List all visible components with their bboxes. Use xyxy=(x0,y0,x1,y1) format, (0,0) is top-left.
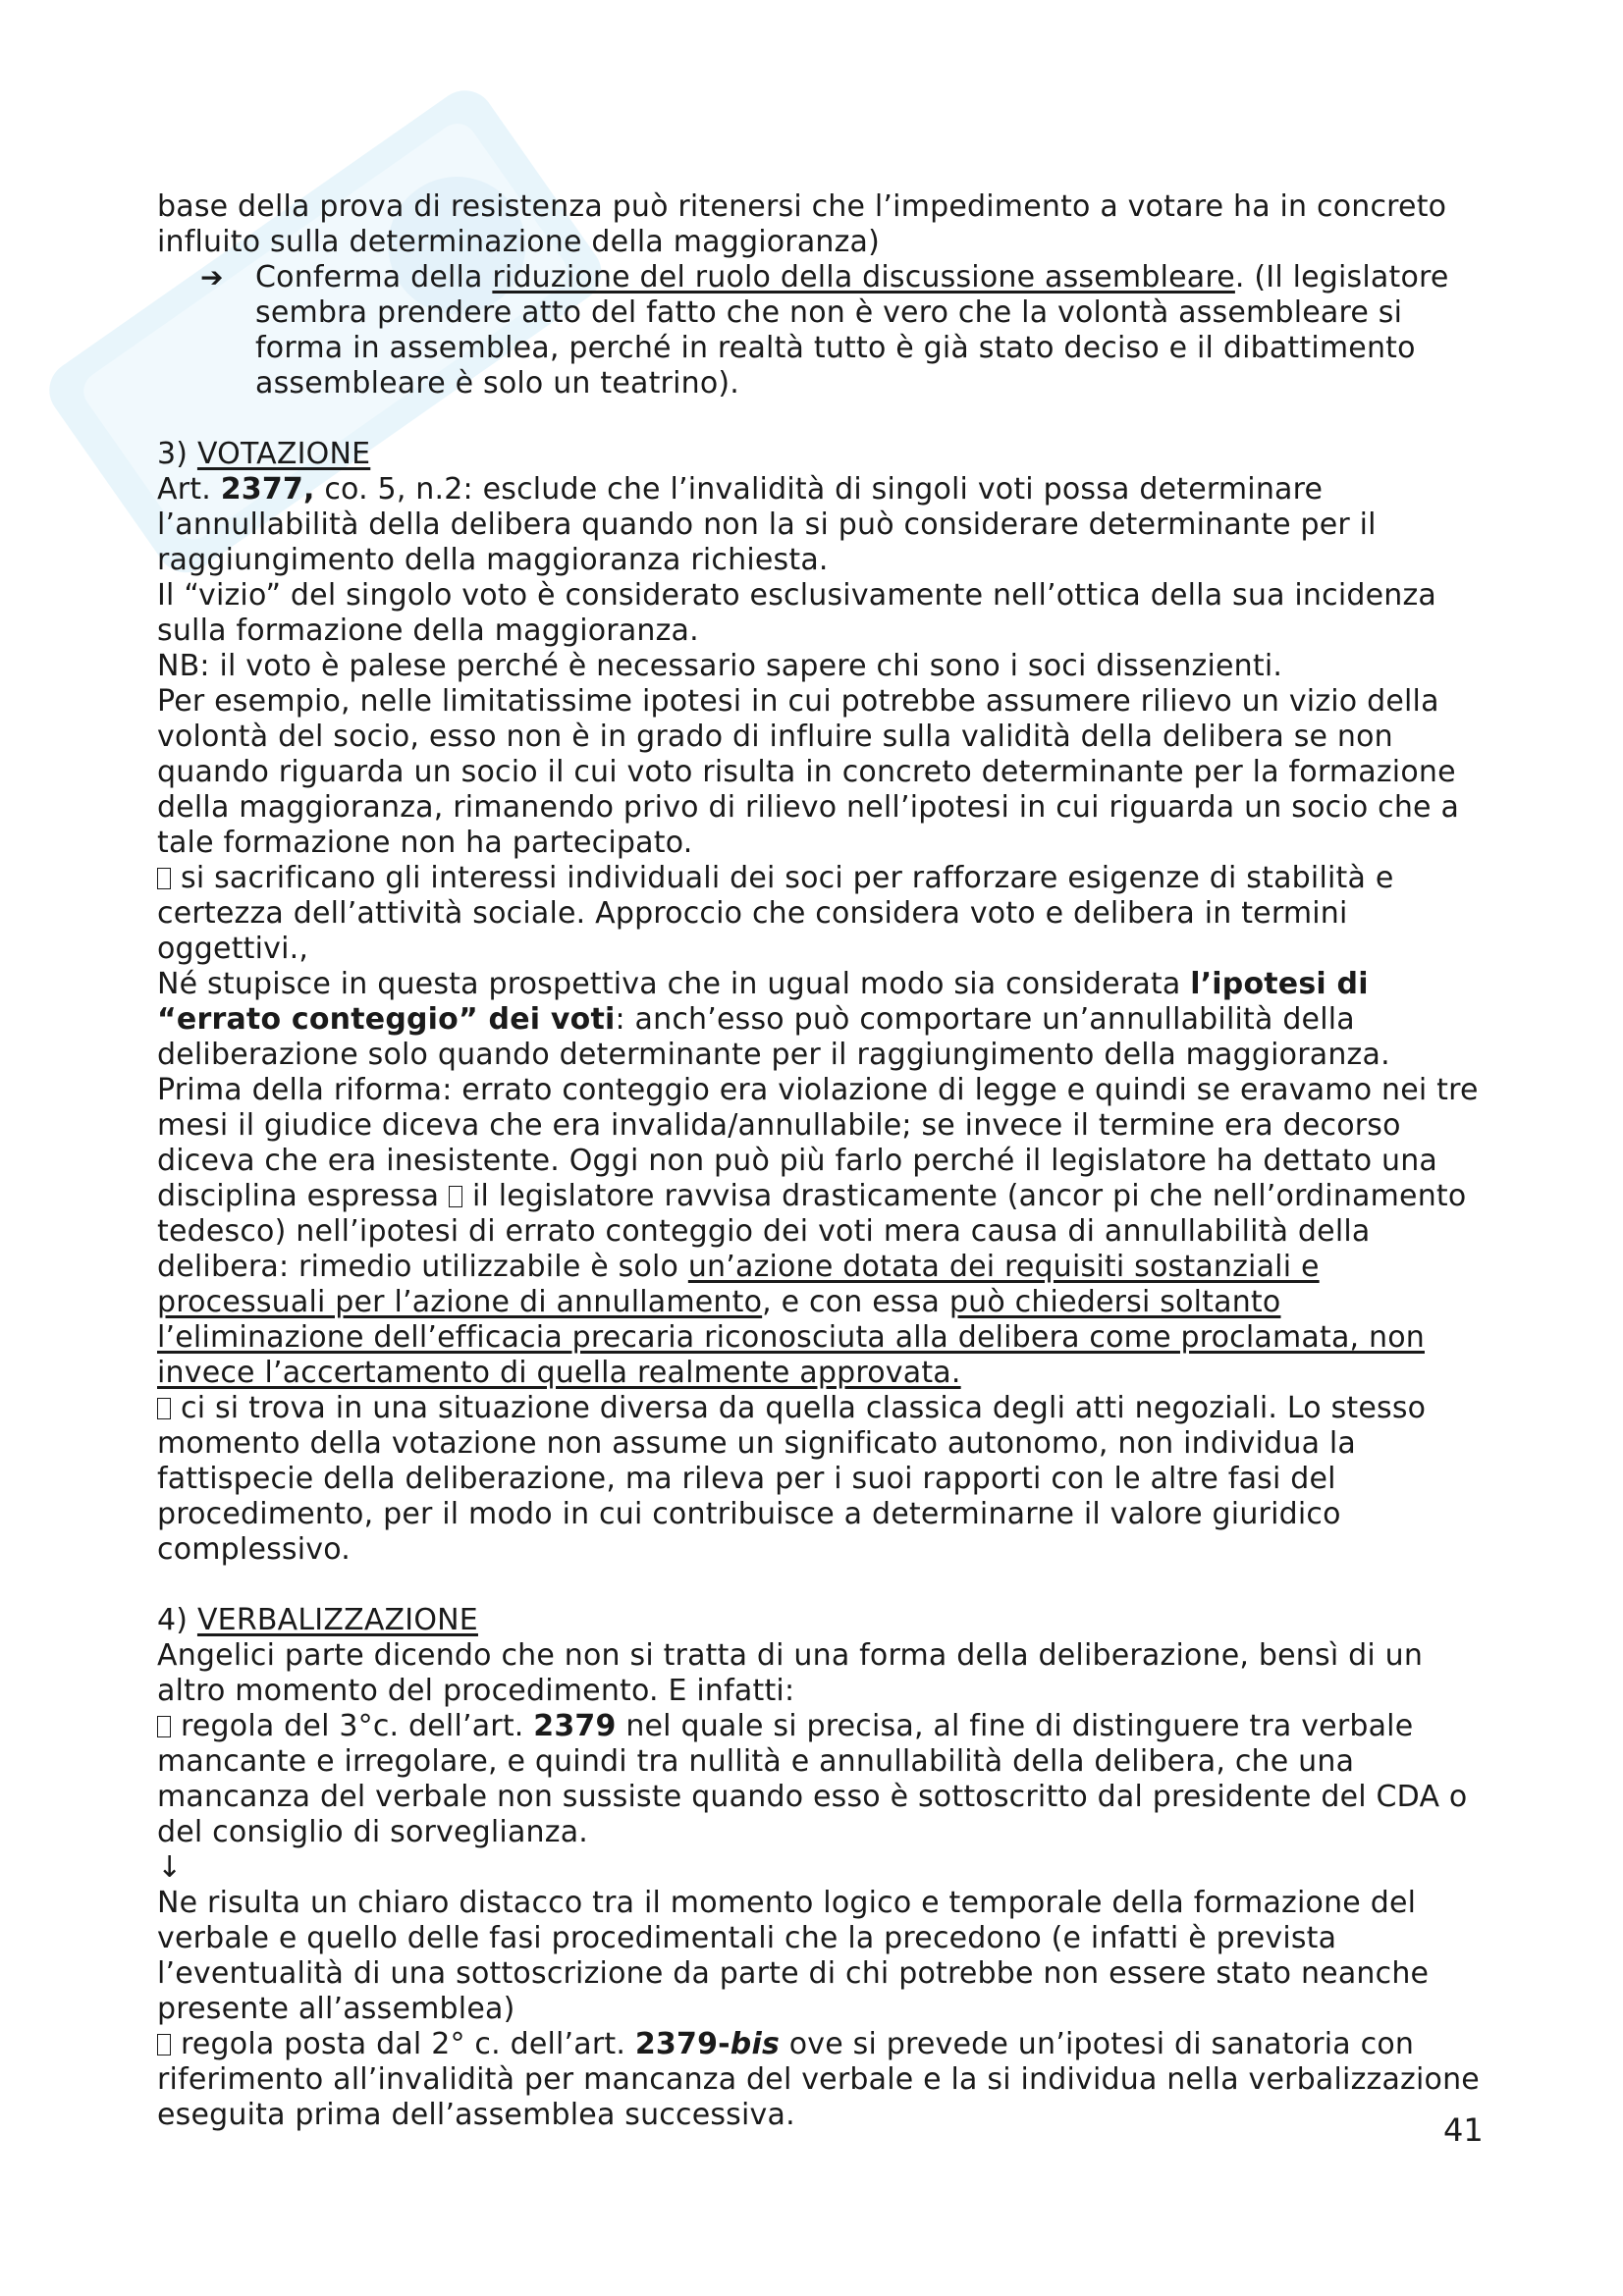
box-bullet-icon xyxy=(157,1716,171,1737)
paragraph: Per esempio, nelle limitatissime ipotesi in cui potrebbe assumere rilievo un vizio della volontà del socio, esso non è in grado di influire sulla validità della delibera se non quando riguarda un socio il cui voto risulta in concreto determinante per la formazione della maggioranza, rimanendo privo di rilievo nell’ipotesi in cui riguarda un socio che a tale formazione non ha partecipato. xyxy=(157,684,1460,860)
down-arrow-icon: ↓ xyxy=(157,1850,183,1885)
paragraph: Né stupisce in questa prospettiva che in ugual modo sia considerata l’ipotesi di “errato conteggio” dei voti: anch’esso può comportare un’annullabilità della deliberazione solo quando determinante per il raggiungimento della maggioranza. xyxy=(157,967,1390,1072)
paragraph: regola del 3°c. dell’art. 2379 nel quale si precisa, al fine di distinguere tra verbale mancante e irregolare, e quindi tra nullità e annullabilità della delibera, che una mancanza del verbale non sussiste quando esso è sottoscritto dal presidente del CDA o del consiglio di sorveglianza. xyxy=(157,1709,1468,1849)
paragraph: base della prova di resistenza può ritenersi che l’impedimento a votare ha in concreto influito sulla determinazione della maggioranza) xyxy=(157,189,1447,259)
paragraph: NB: il voto è palese perché è necessario sapere chi sono i soci dissenzienti. xyxy=(157,649,1283,683)
paragraph: si sacrificano gli interessi individuali dei soci per rafforzare esigenze di stabilità e certezza dell’attività sociale. Approccio che considera voto e delibera in termini oggettivi., xyxy=(157,861,1394,966)
paragraph: regola posta dal 2° c. dell’art. 2379-bis ove si prevede un’ipotesi di sanatoria con riferimento all’invalidità per mancanza del verbale e la si individua nella verbalizzazione eseguita prima dell’assemblea successiva. xyxy=(157,2027,1480,2132)
paragraph: Ne risulta un chiaro distacco tra il momento logico e temporale della formazione del verbale e quello delle fasi procedimentali che la precedono (e infatti è prevista l’eventualità di una sottoscrizione da parte di chi potrebbe non essere stato neanche presente all’assemblea) xyxy=(157,1886,1430,2026)
box-bullet-icon xyxy=(157,1398,171,1419)
section-heading: 4) VERBALIZZAZIONE xyxy=(157,1603,478,1637)
box-bullet-icon xyxy=(157,2034,171,2056)
paragraph: Angelici parte dicendo che non si tratta di una forma della deliberazione, bensì di un altro momento del procedimento. E infatti: xyxy=(157,1638,1424,1708)
paragraph: Prima della riforma: errato conteggio era violazione di legge e quindi se eravamo nei tre mesi il giudice diceva che era invalida/annullabile; se invece il termine era decorso diceva che era inesistente. Oggi non può più farlo perché il legislatore ha dettato una disciplina espressa il legislatore ravvisa drasticamente (ancor pi che nell’ordinamento tedesco) nell’ipotesi di errato conteggio dei voti mera causa di annullabilità della delibera: rimedio utilizzabile è solo un’azione dotata dei requisiti sostanziali e processuali per l’azione di annullamento, e con essa può chiedersi soltanto l’eliminazione dell’efficacia precaria riconosciuta alla delibera come proclamata, non invece l’accertamento di quella realmente approvata. xyxy=(157,1073,1479,1390)
page-number: 41 xyxy=(1443,2111,1484,2149)
paragraph: ci si trova in una situazione diversa da quella classica degli atti negoziali. Lo stesso momento della votazione non assume un significato autonomo, non individua la fattispecie della deliberazione, ma rileva per i suoi rapporti con le altre fasi del procedimento, per il modo in cui contribuisce a determinarne il valore giuridico complessivo. xyxy=(157,1391,1427,1567)
paragraph: Il “vizio” del singolo voto è considerato esclusivamente nell’ottica della sua incidenza sulla formazione della maggioranza. xyxy=(157,578,1437,648)
document-page xyxy=(157,189,1483,2133)
box-bullet-icon xyxy=(157,868,171,889)
section-heading: 3) VOTAZIONE xyxy=(157,437,371,471)
arrow-bullet: ➔ Conferma della riduzione del ruolo della discussione assembleare. (Il legislatore sembra prendere atto del fatto che non è vero che la volontà assembleare si forma in assemblea, perché in realtà tutto è già stato deciso e il dibattimento assembleare è solo un teatrino). xyxy=(200,260,1449,400)
paragraph: Art. 2377, co. 5, n.2: esclude che l’invalidità di singoli voti possa determinare l’annullabilità della delibera quando non la si può considerare determinante per il raggiungimento della maggioranza richiesta. xyxy=(157,472,1377,577)
box-bullet-icon xyxy=(449,1186,462,1207)
arrow-right-icon: ➔ xyxy=(200,261,224,294)
